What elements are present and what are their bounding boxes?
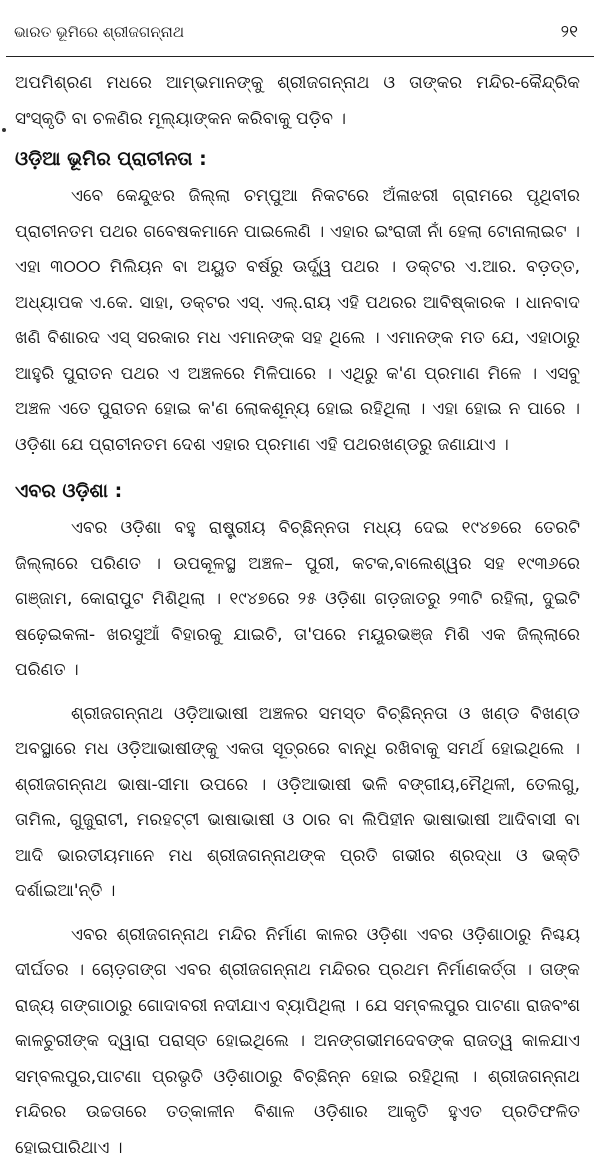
running-header [14, 20, 586, 44]
paragraph-continuation: ଅପମିଶ୍ରଣ ମଧରେ ଆମ୍ଭମାନଙ୍କୁ ଶ୍ରୀଜଗନ୍ନାଥ ଓ ତାଙ୍କର ମନ୍ଦିର-କୈନ୍ଦ୍ରିକ ସଂସ୍କୃତି ବା ଚଳଣିର ମୂଲ୍ୟାଙ୍କନ କରିବାକୁ ପଡ଼ିବ । [15, 66, 580, 137]
paragraph-temple-era: ଏବର ଶ୍ରୀଜଗନ୍ନାଥ ମନ୍ଦିର ନିର୍ମାଣ କାଳର ଓଡ଼ିଶା ଏବର ଓଡ଼ିଶାଠାରୁ ନିଶ୍ଚୟ ଦୀର୍ଘତର । ଚୋଡ଼ଗଙ୍ଗ ଏବର ଶ୍ରୀଜଗନ୍ନାଥ ମନ୍ଦିରର ପ୍ରଥମ ନିର୍ମାଣକର୍ତ୍ତା । ତାଙ୍କ ରାଜ୍ୟ ଗଙ୍ଗାଠାରୁ ଗୋଦାବରୀ ନଦୀଯାଏ ବ୍ୟାପିଥିଲା । ଯେ ସମ୍ବଲପୁର ପାଟଣା ରାଜବଂଶ କାଳଚୁରୀଙ୍କ ଦ୍ୱାରା ପରାସ୍ତ ହୋଇଥିଲେ । ଅନଙ୍ଗଭୀମଦେବଙ୍କ ରାଜତ୍ୱ କାଳଯାଏ ସମ୍ବଲପୁର,ପାଟଣା ପ୍ରଭୃତି ଓଡ଼ିଶାଠାରୁ ବିଚ୍ଛିନ୍ନ ହୋଇ ରହିଥିଲା । ଶ୍ରୀଜଗନ୍ନାଥ ମନ୍ଦିରର ଉଚ୍ଚତାରେ ତତ୍କାଳୀନ ବିଶାଳ ଓଡ଼ିଶାର ଆକୃତି ହୁଏତ ପ୍ରତିଫଳିତ ହୋଇପାରିଥାଏ । [15, 918, 580, 1166]
body-text [15, 66, 580, 1166]
margin-mark [2, 128, 6, 132]
section-heading-antiquity: ଓଡ଼ିଆ ଭୂମିର ପ୍ରାଚୀନତା : [15, 139, 580, 179]
page-number: ୨୧ [561, 20, 578, 44]
header-divider [6, 56, 594, 57]
section-heading-present-odisha: ଏବର ଓଡ଼ିଶା : [15, 471, 580, 511]
paragraph-unity: ଶ୍ରୀଜଗନ୍ନାଥ ଓଡ଼ିଆଭାଷୀ ଅଞ୍ଚଳର ସମସ୍ତ ବିଚ୍ଛିନ୍ନତା ଓ ଖଣ୍ଡ ବିଖଣ୍ଡ ଅବସ୍ଥାରେ ମଧ ଓଡ଼ିଆଭାଷୀଙ୍କୁ ଏକତା ସୂତ୍ରରେ ବାନ୍ଧି ରଖିବାକୁ ସମର୍ଥ ହୋଇଥିଲେ । ଶ୍ରୀଜଗନ୍ନାଥ ଭାଷା-ସୀମା ଉପରେ । ଓଡ଼ିଆଭାଷୀ ଭଳି ବଙ୍ଗୀୟ,ମୈଥିଳୀ, ତେଲଗୁ, ତାମିଲ, ଗୁଜୁରାଟୀ, ମରହଟ୍ଟୀ ଭାଷାଭାଷୀ ଓ ଠାର ବା ଲିପିହୀନ ଭାଷାଭାଷୀ ଆଦିବାସୀ ବା ଆଦି ଭାରତୀୟମାନେ ମଧ ଶ୍ରୀଜଗନ୍ନାଥଙ୍କ ପ୍ରତି ଗଭୀର ଶ୍ରଦ୍ଧା ଓ ଭକ୍ତି ଦର୍ଶାଇଆ'ନ୍ତି । [15, 697, 580, 910]
running-title: ଭାରତ ଭୂମିରେ ଶ୍ରୀଜଗନ୍ନାଥ [14, 20, 184, 44]
paragraph-antiquity: ଏବେ କେନ୍ଦୁଝର ଜିଲ୍ଲା ଚମ୍ପୁଆ ନିକଟରେ ଅଁଳାଝରୀ ଗ୍ରାମରେ ପୃଥିବୀର ପ୍ରାଚୀନତମ ପଥର ଗବେଷକମାନେ ପାଇଲେଣି । ଏହାର ଇଂରାଜୀ ନାଁ ହେଲା ଟୋନାଲାଇଟ । ଏହା ୩୦୦୦ ମିଲିୟନ ବା ଅୟୁତ ବର୍ଷରୁ ଊର୍ଦ୍ଧ୍ୱ ପଥର । ଡକ୍ଟର ଏ.ଆର. ବଡ଼ତ୍ତ, ଅଧ୍ୟାପକ ଏ.କେ. ସାହା, ଡକ୍ଟର ଏସ୍. ଏଲ୍.ରାୟ ଏହି ପଥରର ଆବିଷ୍କାରକ । ଧାନବାଦ ଖଣି ବିଶାରଦ ଏସ୍ ସରକାର ମଧ ଏମାନଙ୍କ ସହ ଥିଲେ । ଏମାନଙ୍କ ମତ ଯେ, ଏହାଠାରୁ ଆହୁରି ପୁରାତନ ପଥର ଏ ଅଞ୍ଚଳରେ ମିଳିପାରେ । ଏଥିରୁ କ'ଣ ପ୍ରମାଣ ମିଳେ । ଏସବୁ ଅଞ୍ଚଳ ଏତେ ପୁରାତନ ହୋଇ କ'ଣ ଲୋକଶୂନ୍ୟ ହୋଇ ରହିଥିଲା । ଏହା ହୋଇ ନ ପାରେ । ଓଡ଼ିଶା ଯେ ପ୍ରାଚୀନତମ ଦେଶ ଏହାର ପ୍ରମାଣ ଏହି ପଥରଖଣ୍ଡରୁ ଜଣାଯାଏ । [15, 179, 580, 463]
paragraph-districts: ଏବର ଓଡ଼ିଶା ବହୁ ରାଷ୍ଟ୍ରୀୟ ବିଚ୍ଛିନ୍ନତା ମଧ୍ୟ ଦେଇ ୧୯୪୭ରେ ତେରଟି ଜିଲ୍ଲାରେ ପରିଣତ । ଉପକୂଳସ୍ଥ ଅଞ୍ଚଳ– ପୁରୀ, କଟକ,ବାଲେଶ୍ୱର ସହ ୧୯୩୬ରେ ଗଞ୍ଜାମ, କୋରାପୁଟ ମିଶିଥିଲା । ୧୯୪୭ରେ ୨୫ ଓଡ଼ିଶା ଗଡ଼ଜାତରୁ ୨୩ଟି ରହିଲା, ଦୁଇଟି ଷଢ଼େଇକଳା- ଖରସୁଆଁ ବିହାରକୁ ଯାଇଚି, ତା'ପରେ ମୟୂରଭଞ୍ଜ ମିଶି ଏକ ଜିଲ୍ଲାରେ ପରିଣତ । [15, 511, 580, 689]
